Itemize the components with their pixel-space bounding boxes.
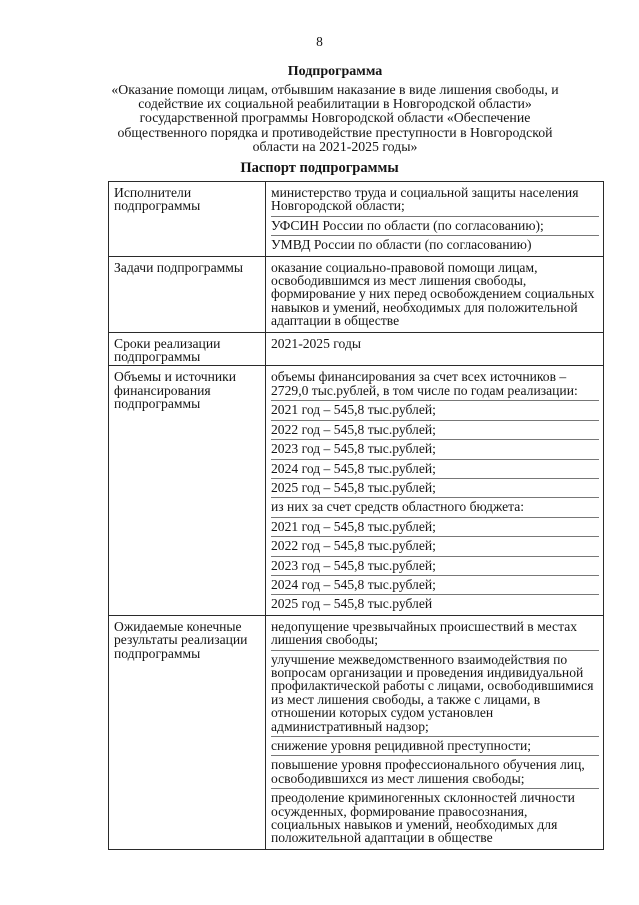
row-value-cell bbox=[266, 256, 604, 332]
passport-table bbox=[108, 181, 604, 850]
row-label: Задачи подпрограммы bbox=[114, 259, 243, 275]
row-label: Ожидаемые конечные результаты реализации подпрограммы bbox=[114, 618, 248, 661]
row-label: Исполнители подпрограммы bbox=[114, 185, 201, 214]
value-item: 2021-2025 годы bbox=[271, 335, 361, 351]
value-item: 2025 год – 545,8 тыс.рублей; bbox=[271, 478, 599, 497]
row-label-cell bbox=[109, 256, 266, 332]
value-item: УФСИН России по области (по согласованию); bbox=[271, 216, 599, 235]
row-label: Объемы и источники финансирования подпрограммы bbox=[114, 369, 237, 412]
row-label-cell bbox=[109, 182, 266, 257]
value-item: оказание социально-правовой помощи лицам, освободившимся из мест лишения свободы, формирование у них перед освобождением социальных навыков и умений, необходимых для положительной адаптации в обществе bbox=[271, 259, 595, 329]
value-item: улучшение межведомственного взаимодействия по вопросам организации и проведения индивидуальной профилактической работы с лицами, освободившимися из мест лишения свободы, а также с лицами, в отношении которых судом установлен административный надзор; bbox=[271, 650, 599, 736]
value-item: 2021 год – 545,8 тыс.рублей; bbox=[271, 517, 599, 536]
value-item: недопущение чрезвычайных происшествий в местах лишения свободы; bbox=[271, 618, 578, 648]
row-value-cell bbox=[266, 182, 604, 257]
table-row-results bbox=[109, 615, 604, 849]
value-item: УМВД России по области (по согласованию) bbox=[271, 235, 599, 254]
table-row-financing bbox=[109, 366, 604, 615]
row-label-cell bbox=[109, 332, 266, 366]
row-value-cell bbox=[266, 366, 604, 615]
table-row-tasks bbox=[109, 256, 604, 332]
value-item: из них за счет средств областного бюджета: bbox=[271, 497, 599, 516]
subprogram-heading: Подпрограмма bbox=[287, 64, 383, 79]
value-item: 2024 год – 545,8 тыс.рублей; bbox=[271, 459, 599, 478]
row-label: Сроки реализации подпрограммы bbox=[114, 335, 221, 365]
value-item: 2023 год – 545,8 тыс.рублей; bbox=[271, 556, 599, 575]
value-item: 2025 год – 545,8 тыс.рублей bbox=[271, 594, 599, 613]
value-item: 2022 год – 545,8 тыс.рублей; bbox=[271, 536, 599, 555]
row-value-cell bbox=[266, 615, 604, 849]
subprogram-description: «Оказание помощи лицам, отбывшим наказание в виде лишения свободы, и содействие их социальной реабилитации в Новгородской области» государственной программы Новгородской области «Обеспечение общественного порядка и противодействие преступности в Новгородской области на 2021-2025 годы» bbox=[111, 82, 559, 154]
value-item: снижение уровня рецидивной преступности; bbox=[271, 736, 599, 755]
value-item: преодоление криминогенных склонностей личности осужденных, формирование правосознания, социальных навыков и умений, необходимых для положительной адаптации в обществе bbox=[271, 788, 599, 848]
value-item: министерство труда и социальной защиты населения Новгородской области; bbox=[271, 185, 579, 214]
row-value-cell bbox=[266, 332, 604, 366]
value-item: 2024 год – 545,8 тыс.рублей; bbox=[271, 575, 599, 594]
value-item: объемы финансирования за счет всех источников – 2729,0 тыс.рублей, в том числе по годам реализации: bbox=[271, 369, 578, 398]
heading-block bbox=[100, 63, 570, 154]
value-item: 2021 год – 545,8 тыс.рублей; bbox=[271, 400, 599, 419]
row-label-cell bbox=[109, 615, 266, 849]
value-item: 2023 год – 545,8 тыс.рублей; bbox=[271, 439, 599, 458]
value-item: повышение уровня профессионального обучения лиц, освободившихся из мест лишения свободы; bbox=[271, 755, 599, 788]
page-number: 8 bbox=[316, 34, 323, 49]
table-row-terms bbox=[109, 332, 604, 366]
table-row-executors bbox=[109, 182, 604, 257]
passport-title: Паспорт подпрограммы bbox=[240, 160, 399, 176]
row-label-cell bbox=[109, 366, 266, 615]
value-item: 2022 год – 545,8 тыс.рублей; bbox=[271, 420, 599, 439]
